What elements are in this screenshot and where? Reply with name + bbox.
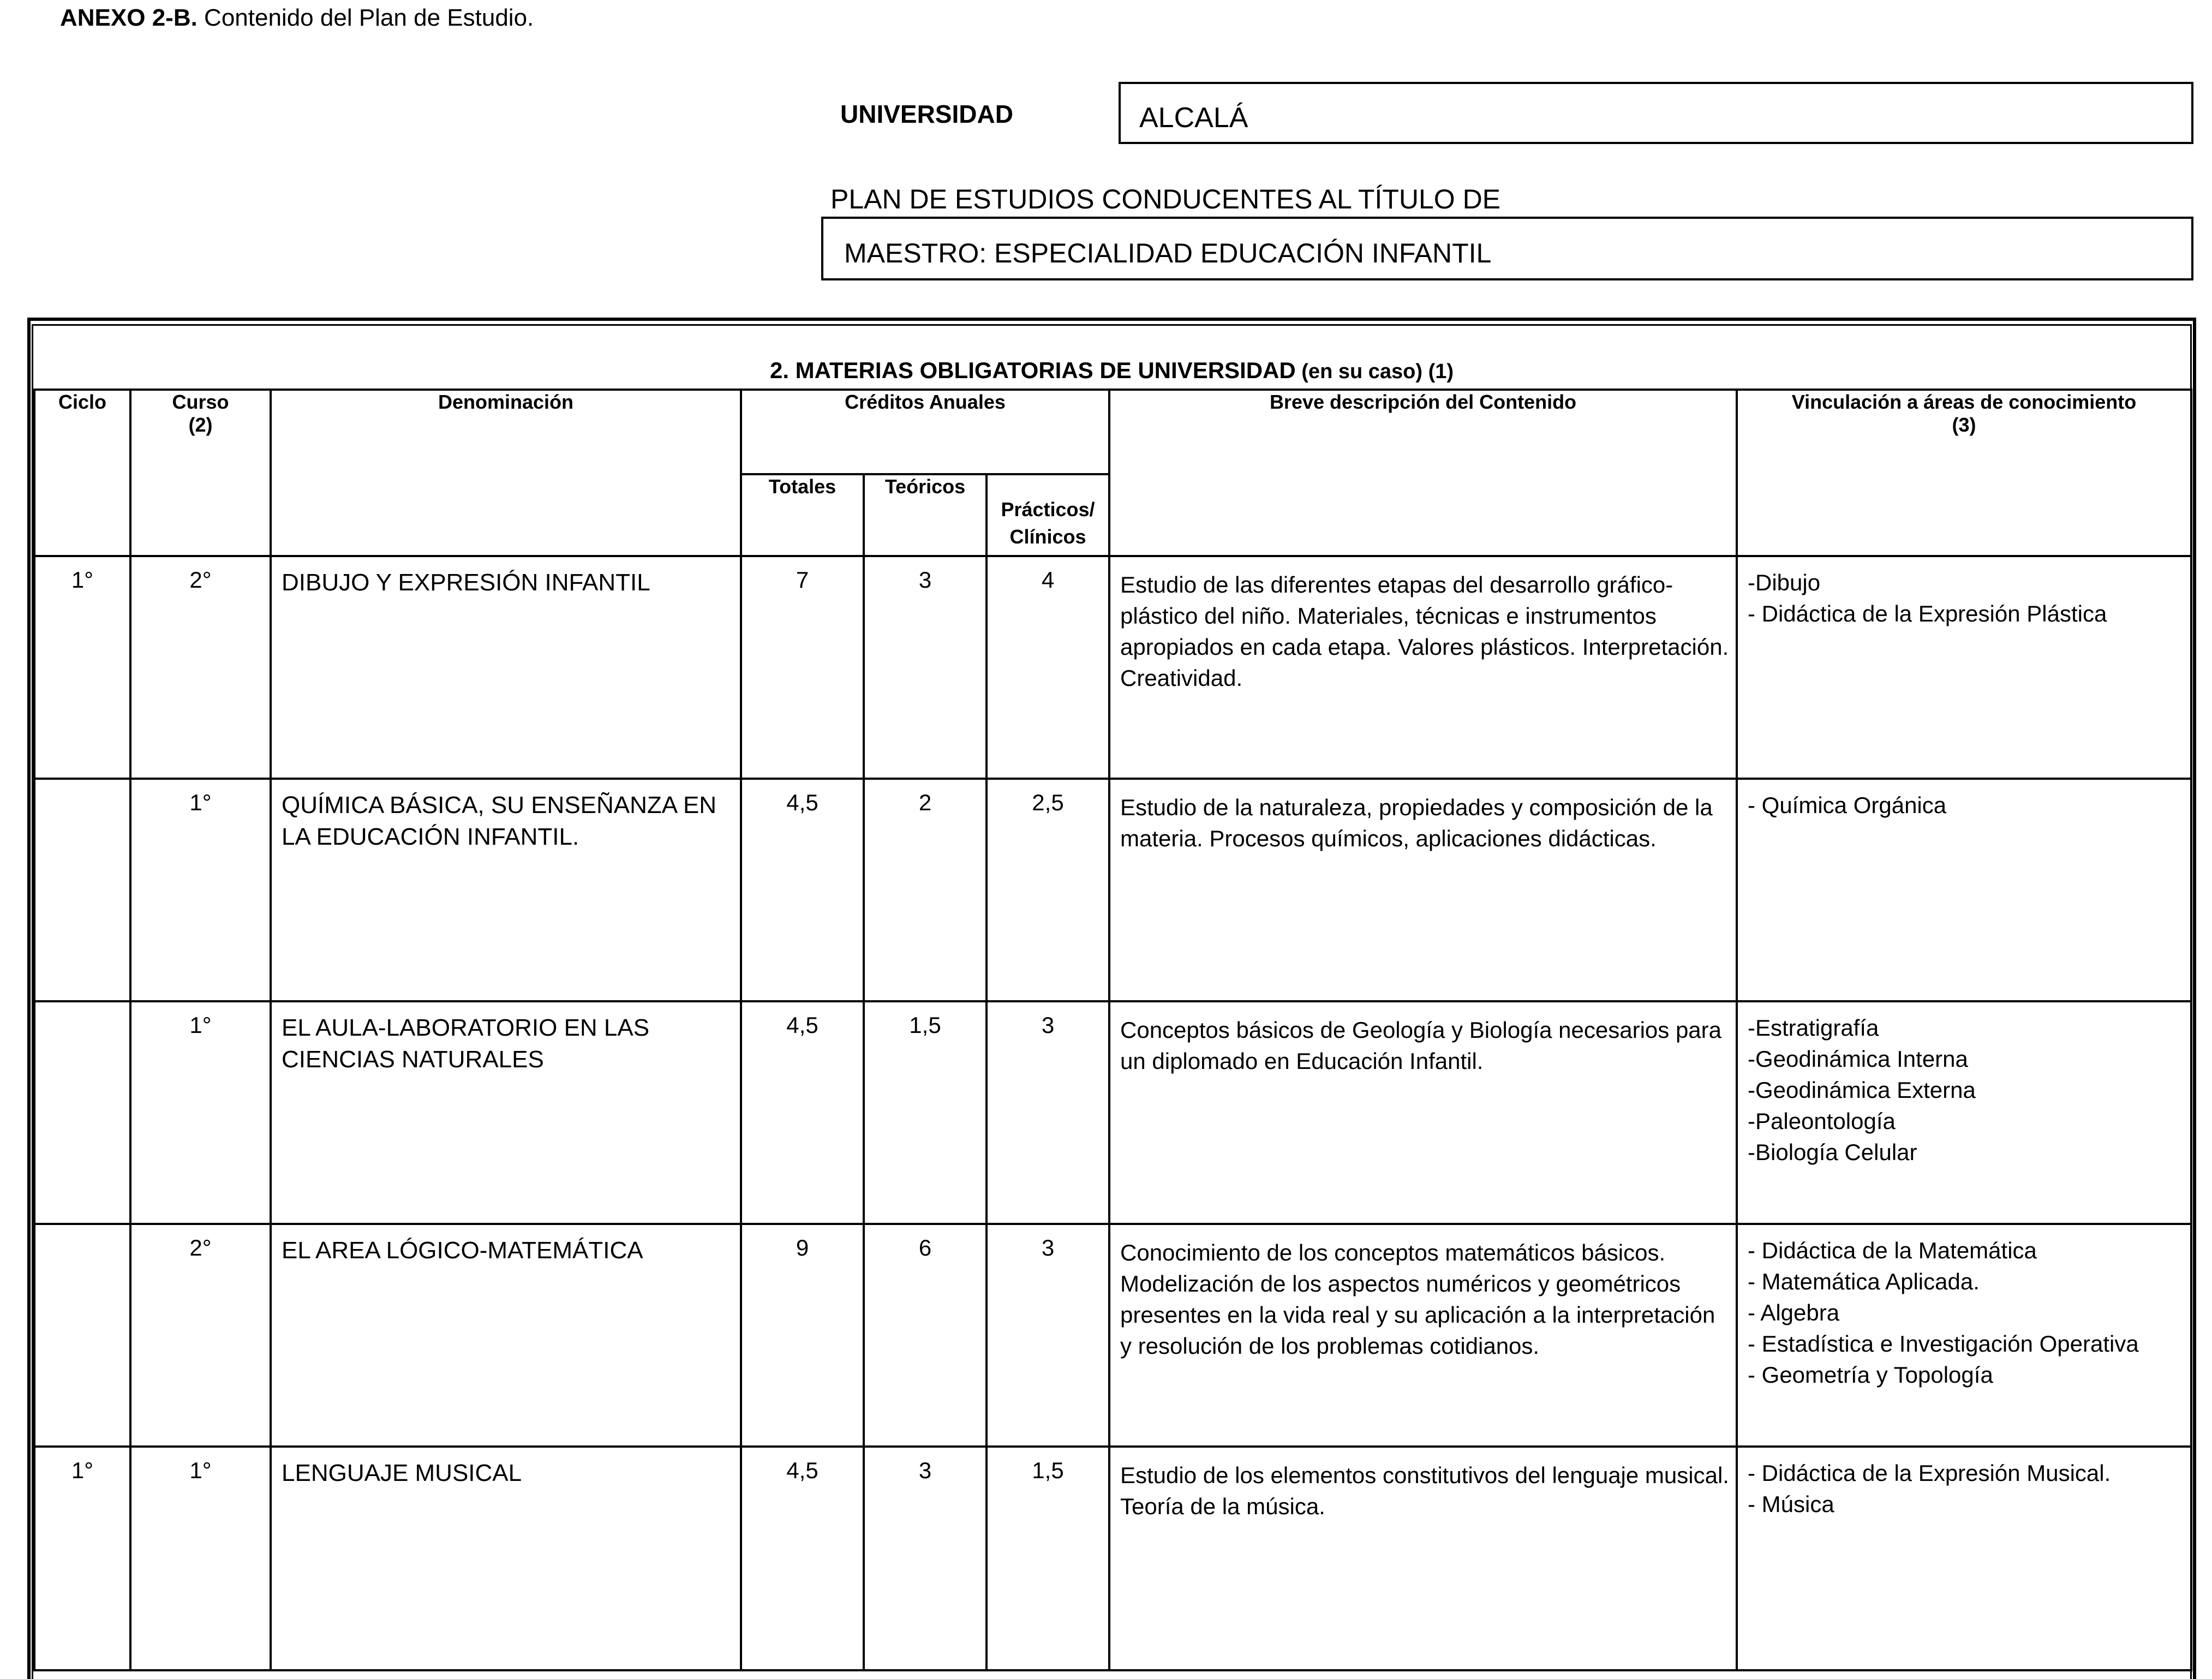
area-item: -Estratigrafía	[1748, 1015, 1879, 1041]
cell-totales: 7	[741, 556, 864, 779]
area-item: -Geodinámica Externa	[1748, 1077, 1976, 1103]
cell-description: Conocimiento de los conceptos matemáticos básicos. Modelización de los aspectos numéricos y geométricos presentes en la vida real y su aplicación a la interpretación y resolución de los problemas cotidianos.	[1109, 1224, 1737, 1447]
table-row	[34, 1224, 2191, 1447]
area-item: - Matemática Aplicada.	[1748, 1269, 1980, 1294]
degree-title: MAESTRO: ESPECIALIDAD EDUCACIÓN INFANTIL	[844, 238, 1492, 268]
cell-description: Conceptos básicos de Geología y Biología necesarios para un diplomado en Educación Infantil.	[1109, 1001, 1737, 1224]
area-item: -Biología Celular	[1748, 1139, 1917, 1165]
area-item: - Música	[1748, 1491, 1834, 1517]
cell-curso: 1°	[130, 1001, 271, 1224]
area-item: - Química Orgánica	[1748, 792, 1947, 818]
cell-areas	[1737, 779, 2191, 1001]
cell-curso: 1°	[130, 779, 271, 1001]
cell-name: QUÍMICA BÁSICA, SU ENSEÑANZA EN LA EDUCACIÓN INFANTIL.	[271, 779, 741, 1001]
university-field	[1119, 82, 2193, 144]
area-item: - Didáctica de la Expresión Plástica	[1748, 601, 2107, 626]
area-item: - Estadística e Investigación Operativa	[1748, 1331, 2139, 1357]
cell-description: Estudio de los elementos constitutivos del lenguaje musical. Teoría de la música.	[1109, 1447, 1737, 1670]
section-title-note: (en su caso) (1)	[1295, 360, 1454, 383]
cell-practicos: 1,5	[987, 1447, 1109, 1670]
table-row	[34, 779, 2191, 1001]
cell-practicos: 4	[987, 556, 1109, 779]
area-item: - Didáctica de la Expresión Musical.	[1748, 1460, 2111, 1486]
header-row	[34, 390, 2191, 474]
cell-practicos: 2,5	[987, 779, 1109, 1001]
area-item: -Paleontología	[1748, 1108, 1896, 1134]
cell-totales: 4,5	[741, 1447, 864, 1670]
annex-heading	[60, 4, 534, 32]
area-item: - Geometría y Topología	[1748, 1362, 1993, 1388]
col-denominacion: Denominación	[271, 390, 741, 556]
area-item: - Algebra	[1748, 1300, 1840, 1325]
cell-name: EL AREA LÓGICO-MATEMÁTICA	[271, 1224, 741, 1447]
col-teoricos: Teóricos	[864, 474, 987, 556]
col-curso: Curso (2)	[130, 390, 271, 556]
col-creditos: Créditos Anuales	[741, 390, 1109, 474]
cell-name: LENGUAJE MUSICAL	[271, 1447, 741, 1670]
cell-teoricos: 6	[864, 1224, 987, 1447]
area-item: -Geodinámica Interna	[1748, 1046, 1968, 1072]
area-item: -Dibujo	[1748, 570, 1821, 595]
cell-teoricos: 1,5	[864, 1001, 987, 1224]
cell-areas	[1737, 556, 2191, 779]
section-title	[33, 357, 2190, 384]
col-practicos: Prácticos/ Clínicos	[987, 474, 1109, 556]
cell-ciclo	[34, 779, 130, 1001]
cell-totales: 4,5	[741, 1001, 864, 1224]
col-descripcion: Breve descripción del Contenido	[1109, 390, 1737, 556]
university-value: ALCALÁ	[1139, 102, 1248, 134]
cell-totales: 4,5	[741, 779, 864, 1001]
university-label: UNIVERSIDAD	[840, 100, 1013, 128]
area-item: - Didáctica de la Matemática	[1748, 1238, 2037, 1263]
cell-practicos: 3	[987, 1224, 1109, 1447]
cell-curso: 1°	[130, 1447, 271, 1670]
cell-areas	[1737, 1447, 2191, 1670]
cell-teoricos: 2	[864, 779, 987, 1001]
cell-curso: 2°	[130, 1224, 271, 1447]
cell-practicos: 3	[987, 1001, 1109, 1224]
cell-totales: 9	[741, 1224, 864, 1447]
table-row	[34, 1001, 2191, 1224]
plan-label: PLAN DE ESTUDIOS CONDUCENTES AL TÍTULO DE	[830, 184, 1501, 214]
col-ciclo: Ciclo	[34, 390, 130, 556]
cell-ciclo: 1°	[34, 556, 130, 779]
annex-label: ANEXO 2-B.	[60, 4, 198, 31]
col-vinculacion: Vinculación a áreas de conocimiento (3)	[1737, 390, 2191, 556]
cell-description: Estudio de la naturaleza, propiedades y composición de la materia. Procesos químicos, aplicaciones didácticas.	[1109, 779, 1737, 1001]
section-title-main: 2. MATERIAS OBLIGATORIAS DE UNIVERSIDAD	[769, 357, 1296, 383]
cell-ciclo: 1°	[34, 1447, 130, 1670]
degree-title-field	[821, 217, 2193, 280]
annex-text: Contenido del Plan de Estudio.	[197, 4, 534, 31]
cell-ciclo	[34, 1001, 130, 1224]
cell-name: DIBUJO Y EXPRESIÓN INFANTIL	[271, 556, 741, 779]
cell-ciclo	[34, 1224, 130, 1447]
cell-description: Estudio de las diferentes etapas del desarrollo gráfico-plástico del niño. Materiales, técnicas e instrumentos apropiados en cada etapa. Valores plásticos. Interpretación. Creatividad.	[1109, 556, 1737, 779]
subjects-table	[33, 389, 2192, 1671]
cell-areas	[1737, 1001, 2191, 1224]
table-row	[34, 556, 2191, 779]
cell-teoricos: 3	[864, 1447, 987, 1670]
cell-name: EL AULA-LABORATORIO EN LAS CIENCIAS NATURALES	[271, 1001, 741, 1224]
cell-teoricos: 3	[864, 556, 987, 779]
table-row	[34, 1447, 2191, 1670]
cell-curso: 2°	[130, 556, 271, 779]
col-totales: Totales	[741, 474, 864, 556]
cell-areas	[1737, 1224, 2191, 1447]
